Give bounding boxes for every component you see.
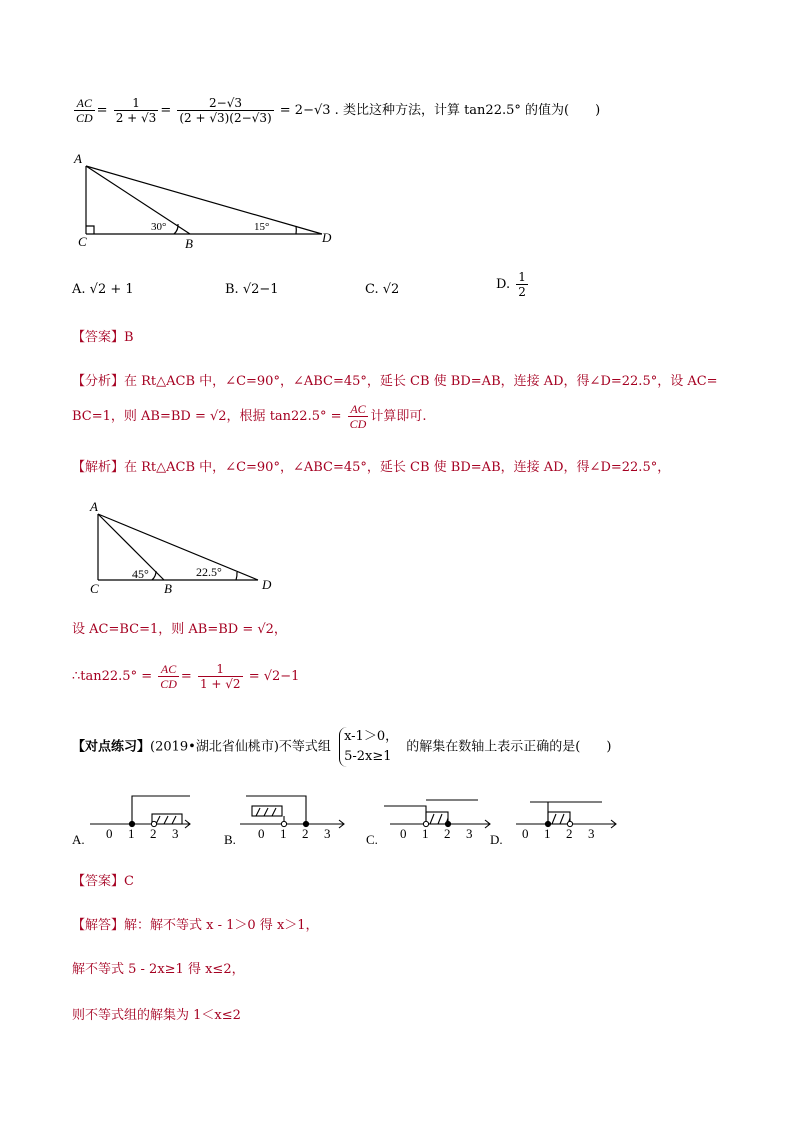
- angle-30: 30°: [151, 221, 167, 233]
- svg-text:0: 0: [522, 826, 529, 841]
- choice-b[interactable]: B. √2−1: [225, 282, 279, 297]
- q2-question: 【对点练习】(2019•湖北省仙桃市)不等式组 x-1＞0， 5-2x≥1 的解集在数轴上表示正确的是( ): [72, 727, 611, 767]
- frac-2: $\frac{2-√3}{(2 + √3)(2-√3)}$: [179, 96, 272, 125]
- nl-choice-c: C.: [366, 832, 378, 847]
- angle-15: 15°: [254, 221, 270, 233]
- choice-c[interactable]: C. √2: [365, 282, 400, 297]
- frac-ac-cd: $\frac{AC}{CD}$: [76, 96, 93, 125]
- svg-text:2: 2: [444, 826, 451, 841]
- q1-answer: 【答案】B: [72, 330, 134, 345]
- svg-text:1: 1: [128, 826, 135, 841]
- svg-text:22.5°: 22.5°: [196, 565, 222, 579]
- nl-choice-d: D.: [490, 832, 503, 847]
- choice-a[interactable]: A. √2 + 1: [72, 282, 134, 297]
- nl-choice-b: B.: [224, 832, 236, 847]
- q1-analysis-line2: BC=1，则 AB=BD = √2，根据 tan22.5° = $\frac{AC}{CD}$ 计算即可.: [72, 402, 427, 431]
- svg-text:45°: 45°: [132, 567, 149, 581]
- frac-1: $\frac{1}{2 + √3}$: [115, 96, 157, 125]
- svg-text:0: 0: [106, 826, 113, 841]
- svg-text:D: D: [262, 577, 272, 592]
- intro-result: = 2−√3 .: [279, 103, 339, 118]
- nl-choice-a: A.: [72, 832, 85, 847]
- svg-text:3: 3: [172, 826, 179, 841]
- svg-text:A: A: [90, 500, 98, 514]
- svg-text:3: 3: [588, 826, 595, 841]
- q1-solution-line1: 【解析】在 Rt△ACB 中，∠C=90°，∠ABC=45°，延长 CB 使 BD=AB，连接 AD，得∠D=22.5°，: [72, 460, 671, 475]
- label-d: D: [322, 230, 332, 245]
- label-b: B: [185, 236, 193, 250]
- number-line-choices: [72, 788, 632, 850]
- intro-text: 类比这种方法，计算 tan22.5° 的值为( ): [342, 103, 601, 118]
- inequality-system: x-1＞0， 5-2x≥1: [339, 727, 398, 767]
- q1-solution-line3: ∴tan22.5° = $\frac{AC}{CD}$ = $\frac{1}{1 + √2}$ = √2−1: [72, 662, 300, 691]
- q2-solution-line1: 【解答】解：解不等式 x - 1＞0 得 x＞1，: [72, 918, 319, 933]
- svg-text:1: 1: [280, 826, 287, 841]
- svg-text:2: 2: [302, 826, 309, 841]
- triangle-figure-1: [70, 150, 340, 250]
- choice-d[interactable]: D. $\frac{1}{2}$: [496, 270, 526, 299]
- svg-text:1: 1: [422, 826, 429, 841]
- svg-text:C: C: [90, 581, 99, 596]
- q1-analysis-line1: 【分析】在 Rt△ACB 中，∠C=90°，∠ABC=45°，延长 CB 使 BD=AB，连接 AD，得∠D=22.5°，设 AC=: [72, 374, 718, 389]
- svg-text:2: 2: [566, 826, 573, 841]
- label-a: A: [74, 151, 82, 166]
- svg-text:0: 0: [258, 826, 265, 841]
- svg-text:1: 1: [544, 826, 551, 841]
- triangle-figure-2: [86, 500, 286, 600]
- label-c: C: [78, 234, 87, 249]
- q2-solution-line2: 解不等式 5 - 2x≥1 得 x≤2，: [72, 962, 245, 977]
- q1-solution-line2: 设 AC=BC=1，则 AB=BD = √2，: [72, 622, 287, 637]
- q2-solution-line3: 则不等式组的解集为 1＜x≤2: [72, 1008, 241, 1023]
- q2-answer: 【答案】C: [72, 874, 134, 889]
- svg-text:0: 0: [400, 826, 407, 841]
- svg-text:3: 3: [466, 826, 473, 841]
- svg-text:3: 3: [324, 826, 331, 841]
- svg-text:2: 2: [150, 826, 157, 841]
- q1-intro: $\frac{AC}{CD}$ = $\frac{1}{2 + √3}$ = $\frac{2-√3}{(2 + √3)(2-√3)}$ = 2−√3 . 类比这种方法，计算 tan22.5° 的值为( ): [76, 96, 601, 125]
- svg-text:B: B: [164, 581, 172, 596]
